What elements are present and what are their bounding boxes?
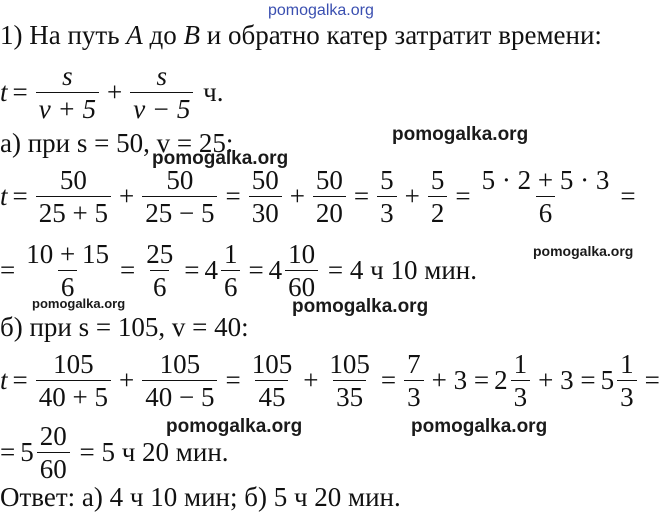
frac-num: 10 + 15 (26, 239, 109, 269)
frac-num: 50 (315, 165, 343, 195)
watermark: pomogalka.org (411, 416, 548, 437)
fraction (404, 350, 424, 412)
eq-sign: = (225, 181, 241, 212)
mixed-number (20, 422, 73, 484)
problem-statement (0, 22, 602, 49)
fraction (249, 350, 296, 412)
frac-num: 1 (223, 239, 238, 269)
mixed-number (204, 240, 243, 302)
watermark-top: pomogalka.org (268, 2, 374, 19)
mixed-whole: 4 (204, 255, 218, 286)
part-b-result: = 5 ч 20 мин. (79, 437, 229, 468)
mixed-number (601, 350, 640, 412)
eq-sign: = (0, 255, 16, 286)
part-b-row-1 (0, 350, 665, 412)
frac-den: 25 − 5 (142, 196, 217, 227)
fraction (36, 350, 111, 412)
plus-three-eq: + 3 = (431, 365, 490, 396)
frac-num: 105 (329, 349, 370, 379)
eq-sign: = (184, 255, 200, 286)
general-formula (0, 62, 224, 124)
part-a-row-1 (0, 166, 641, 228)
fraction (617, 350, 637, 412)
formula-frac-1 (36, 62, 99, 124)
fraction (313, 166, 346, 228)
plus-sign: + (118, 365, 135, 396)
formula-frac-2 (130, 62, 193, 124)
frac-num: 105 (159, 349, 201, 379)
frac-den: 30 (249, 196, 282, 227)
watermark: pomogalka.org (32, 296, 126, 311)
mixed-whole: 2 (494, 365, 508, 396)
point-b: B (183, 20, 201, 50)
watermark: pomogalka.org (166, 416, 303, 437)
frac-den: 6 (536, 196, 556, 227)
fraction (23, 240, 112, 302)
fraction (511, 350, 531, 412)
fraction (142, 166, 217, 228)
frac-num: 1 (513, 349, 528, 379)
frac-num: 10 (288, 239, 316, 269)
eq-sign: = (12, 181, 28, 212)
frac-den: 6 (58, 270, 78, 301)
fraction (37, 422, 70, 484)
plus-sign: + (289, 181, 305, 212)
frac-den: 3 (377, 196, 397, 227)
watermark: pomogalka.org (152, 148, 289, 169)
fraction (36, 166, 111, 228)
frac-num: 20 (39, 421, 67, 451)
frac-num: 7 (407, 349, 421, 379)
frac-num: 105 (251, 349, 293, 379)
frac-num: 50 (59, 165, 87, 195)
frac-num: 5 (380, 165, 394, 195)
eq-sign: = (353, 181, 370, 212)
part-a-header-text: а) при s = 50, v = 25: (0, 128, 234, 158)
fraction (326, 350, 373, 412)
formula-plus: + (106, 77, 123, 108)
frac-num: 1 (620, 349, 634, 379)
frac-den: 45 (255, 380, 288, 411)
frac-den: 3 (404, 380, 424, 411)
mixed-whole: 5 (600, 365, 615, 396)
plus-sign: + (118, 181, 135, 212)
frac-den: 25 + 5 (36, 196, 111, 227)
eq-sign: = (119, 255, 136, 286)
watermark: pomogalka.org (533, 243, 634, 259)
frac-den: v − 5 (130, 92, 193, 123)
part-a-result: = 4 ч 10 мин. (327, 255, 477, 286)
part-a-row-2 (0, 240, 477, 302)
mixed-whole: 4 (268, 255, 283, 286)
fraction (377, 166, 397, 228)
plus-sign: + (303, 365, 319, 396)
answer-line (0, 484, 401, 511)
frac-num: 50 (251, 165, 279, 195)
formula-t: t (0, 77, 8, 108)
part-b-header-text: б) при s = 105, v = 40: (0, 312, 249, 342)
plus-sign: + (404, 181, 420, 212)
frac-den: 60 (37, 452, 70, 483)
frac-num: 105 (53, 349, 94, 379)
eq-sign: = (644, 365, 660, 396)
fraction (479, 166, 613, 228)
frac-den: v + 5 (36, 92, 99, 123)
t-symbol: t (0, 365, 8, 396)
statement-prefix: 1) На путь (0, 20, 120, 50)
eq-sign: = (380, 365, 397, 396)
frac-den: 2 (428, 196, 448, 227)
frac-den: 40 + 5 (36, 380, 111, 411)
watermark: pomogalka.org (292, 296, 429, 317)
frac-num: 25 (146, 239, 174, 269)
plus-three-eq: + 3 = (538, 365, 596, 396)
frac-den: 60 (285, 270, 318, 301)
part-b-header (0, 314, 249, 341)
mixed-number (269, 240, 322, 302)
statement-mid: до (149, 20, 177, 50)
eq-sign: = (620, 181, 636, 212)
fraction (143, 240, 176, 302)
eq-sign: = (248, 255, 264, 286)
frac-num: 50 (166, 165, 194, 195)
frac-num: s (62, 61, 73, 91)
fraction (428, 166, 448, 228)
point-a: A (126, 20, 143, 50)
eq-sign: = (0, 437, 16, 468)
watermark: pomogalka.org (392, 124, 529, 145)
formula-unit: ч. (203, 77, 224, 108)
eq-sign: = (12, 365, 28, 396)
t-symbol: t (0, 181, 8, 212)
eq-sign: = (455, 181, 471, 212)
frac-den: 35 (333, 380, 366, 411)
statement-suffix: и обратно катер затратит времени: (206, 20, 602, 50)
mixed-number (494, 350, 533, 412)
frac-den: 6 (221, 270, 241, 301)
frac-den: 3 (617, 380, 637, 411)
frac-den: 3 (511, 380, 531, 411)
fraction (249, 166, 282, 228)
mixed-whole: 5 (20, 437, 34, 468)
frac-num: s (156, 61, 168, 91)
eq-sign: = (225, 365, 241, 396)
frac-num: 5 · 2 + 5 · 3 (481, 165, 610, 195)
answer-text: Ответ: а) 4 ч 10 мин; б) 5 ч 20 мин. (0, 482, 401, 512)
fraction (221, 240, 241, 302)
fraction (285, 240, 318, 302)
frac-den: 6 (150, 270, 170, 301)
fraction (142, 350, 217, 412)
frac-den: 20 (313, 196, 346, 227)
frac-num: 5 (430, 165, 445, 195)
formula-eq: = (12, 77, 28, 108)
frac-den: 40 − 5 (142, 380, 217, 411)
